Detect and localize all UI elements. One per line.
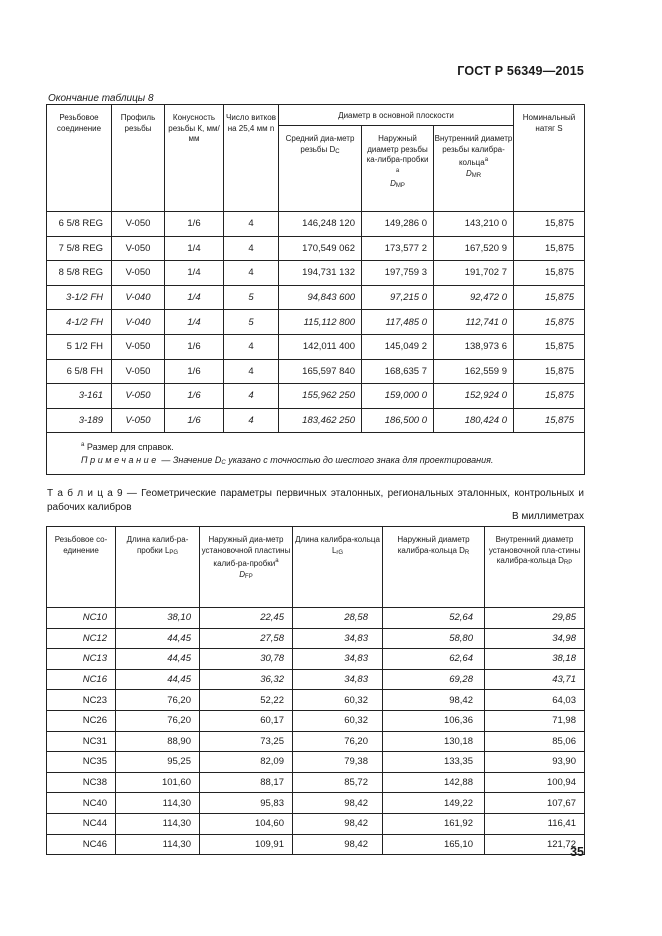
table-cell: 4: [224, 359, 279, 384]
table-cell: 44,45: [116, 669, 200, 690]
table-cell: 4: [224, 408, 279, 433]
header9-inner-plate-diameter: Внутренний диаметр установочной пла-стины калибра-кольца DRP: [485, 527, 585, 608]
table-cell: NC26: [47, 710, 116, 731]
table-cell: 3-189: [47, 408, 112, 433]
table-cell: NC46: [47, 834, 116, 855]
table-cell: 146,248 120: [279, 212, 362, 237]
table-cell: 76,20: [116, 690, 200, 711]
table-cell: 94,843 600: [279, 285, 362, 310]
table-cell: 22,45: [200, 608, 293, 629]
table-row: [47, 310, 585, 335]
table-cell: V-050: [112, 384, 165, 409]
table-cell: NC38: [47, 772, 116, 793]
table-cell: 1/4: [165, 261, 224, 286]
header9-connection: Резьбовое со-единение: [47, 527, 116, 608]
table-cell: NC16: [47, 669, 116, 690]
table-cell: 82,09: [200, 752, 293, 773]
table-row: [47, 408, 585, 433]
table-cell: 191,702 7: [434, 261, 514, 286]
table-cell: 114,30: [116, 793, 200, 814]
table-cell: 30,78: [200, 649, 293, 670]
table-cell: 36,32: [200, 669, 293, 690]
table-cell: 98,42: [293, 813, 383, 834]
table-cell: V-050: [112, 261, 165, 286]
table-cell: 15,875: [514, 334, 585, 359]
table-cell: NC23: [47, 690, 116, 711]
table-cell: 159,000 0: [362, 384, 434, 409]
table-row: [47, 628, 585, 649]
table-cell: 117,485 0: [362, 310, 434, 335]
table8-caption: Окончание таблицы 8: [48, 93, 154, 104]
table-cell: 1/6: [165, 408, 224, 433]
table-cell: 106,36: [383, 710, 485, 731]
table-cell: 85,06: [485, 731, 585, 752]
table-cell: 101,60: [116, 772, 200, 793]
header-taper: Конусность резьбы К, мм/мм: [165, 105, 224, 212]
table-cell: 98,42: [383, 690, 485, 711]
table-cell: 60,32: [293, 710, 383, 731]
table-cell: V-050: [112, 236, 165, 261]
table-row: [47, 285, 585, 310]
table-row: [47, 608, 585, 629]
table-cell: 4: [224, 334, 279, 359]
table-cell: 64,03: [485, 690, 585, 711]
footnote-a: $^a$ Размер для справок.: [81, 442, 174, 453]
table-cell: 15,875: [514, 408, 585, 433]
table-cell: 152,924 0: [434, 384, 514, 409]
table-cell: 165,597 840: [279, 359, 362, 384]
table-cell: 58,80: [383, 628, 485, 649]
table-cell: 1/4: [165, 236, 224, 261]
table-cell: 28,58: [293, 608, 383, 629]
table-cell: 155,962 250: [279, 384, 362, 409]
table-cell: 1/6: [165, 334, 224, 359]
table-cell: V-050: [112, 334, 165, 359]
table-cell: 180,424 0: [434, 408, 514, 433]
table-cell: 71,98: [485, 710, 585, 731]
table-cell: 149,286 0: [362, 212, 434, 237]
table-cell: 38,18: [485, 649, 585, 670]
table-cell: 143,210 0: [434, 212, 514, 237]
table-row: [47, 359, 585, 384]
table-cell: 92,472 0: [434, 285, 514, 310]
table-cell: NC35: [47, 752, 116, 773]
table-row: [47, 212, 585, 237]
table-cell: 1/6: [165, 359, 224, 384]
table-row: [47, 752, 585, 773]
table-cell: 161,92: [383, 813, 485, 834]
table-row: [47, 261, 585, 286]
table-8: [46, 104, 585, 475]
table-cell: 85,72: [293, 772, 383, 793]
table8-note: Примечание — Значение DC указано с точностью до шестого знака для проектирования.: [81, 455, 494, 467]
table-cell: 115,112 800: [279, 310, 362, 335]
table-row: [47, 334, 585, 359]
table-cell: 4: [224, 212, 279, 237]
table-cell: 95,83: [200, 793, 293, 814]
table-cell: 1/4: [165, 285, 224, 310]
table-cell: 15,875: [514, 285, 585, 310]
table-cell: 15,875: [514, 359, 585, 384]
table-cell: 116,41: [485, 813, 585, 834]
table-cell: 52,22: [200, 690, 293, 711]
table-row: [47, 813, 585, 834]
table-cell: 114,30: [116, 813, 200, 834]
table-cell: 38,10: [116, 608, 200, 629]
header-threads: Число витков на 25,4 мм n: [224, 105, 279, 212]
table-cell: 4: [224, 236, 279, 261]
table-cell: 60,17: [200, 710, 293, 731]
table-cell: 165,10: [383, 834, 485, 855]
table8-notes: [47, 433, 585, 475]
table-cell: 15,875: [514, 310, 585, 335]
table-cell: 73,25: [200, 731, 293, 752]
table-cell: 29,85: [485, 608, 585, 629]
table-cell: 112,741 0: [434, 310, 514, 335]
header-inner-diameter: Внутренний диаметр резьбы калибра-кольца$^a$ DMR: [434, 126, 514, 212]
table-cell: 8 5/8 REG: [47, 261, 112, 286]
table-cell: 6 5/8 REG: [47, 212, 112, 237]
table-cell: 4: [224, 384, 279, 409]
table-cell: 95,25: [116, 752, 200, 773]
table-cell: 1/6: [165, 384, 224, 409]
table-cell: 34,83: [293, 628, 383, 649]
table-cell: 62,64: [383, 649, 485, 670]
header9-ring-length: Длина калибра-кольца LrG: [293, 527, 383, 608]
table-cell: 133,35: [383, 752, 485, 773]
table-cell: 142,88: [383, 772, 485, 793]
table-cell: V-050: [112, 212, 165, 237]
header-nominal-interference: Номинальный натяг S: [514, 105, 585, 212]
table-cell: 1/6: [165, 212, 224, 237]
table-cell: 15,875: [514, 236, 585, 261]
table-row: [47, 649, 585, 670]
table-row: [47, 772, 585, 793]
table-cell: 5 1/2 FH: [47, 334, 112, 359]
table-cell: 15,875: [514, 212, 585, 237]
table-cell: 34,98: [485, 628, 585, 649]
table-row: [47, 384, 585, 409]
table-cell: V-050: [112, 408, 165, 433]
table-cell: 88,90: [116, 731, 200, 752]
table-cell: 98,42: [293, 834, 383, 855]
table-cell: NC44: [47, 813, 116, 834]
table9-units: В миллиметрах: [512, 511, 584, 522]
table-cell: 183,462 250: [279, 408, 362, 433]
table-row: [47, 669, 585, 690]
table-cell: 76,20: [293, 731, 383, 752]
table-cell: 167,520 9: [434, 236, 514, 261]
table-cell: 3-1/2 FH: [47, 285, 112, 310]
table-cell: V-040: [112, 285, 165, 310]
table-cell: 98,42: [293, 793, 383, 814]
table-cell: NC13: [47, 649, 116, 670]
table9-title: Т а б л и ц а 9 — Геометрические параметры первичных эталонных, региональных эталонных, контрольных и рабочих калибров: [47, 488, 584, 513]
table-cell: 162,559 9: [434, 359, 514, 384]
table-cell: 34,83: [293, 649, 383, 670]
table-cell: 104,60: [200, 813, 293, 834]
table-cell: 149,22: [383, 793, 485, 814]
table-cell: NC12: [47, 628, 116, 649]
table-row: [47, 834, 585, 855]
header-connection: Резьбовое соединение: [47, 105, 112, 212]
table-row: [47, 236, 585, 261]
table-cell: 114,30: [116, 834, 200, 855]
header-avg-diameter: Средний диа-метр резьбы DC: [279, 126, 362, 212]
header9-plate-diameter: Наружный диа-метр установочной пластины калиб-ра-пробки$^a$ DFP: [200, 527, 293, 608]
table-cell: 6 5/8 FH: [47, 359, 112, 384]
table-cell: 34,83: [293, 669, 383, 690]
table-cell: 3-161: [47, 384, 112, 409]
header-diameter-group: Диаметр в основной плоскости: [279, 105, 514, 126]
table-cell: NC40: [47, 793, 116, 814]
header-outer-diameter: Наружный диаметр резьбы ка-либра-пробки $^a$ DMP: [362, 126, 434, 212]
table-cell: 130,18: [383, 731, 485, 752]
table-cell: 44,45: [116, 649, 200, 670]
table-row: [47, 731, 585, 752]
page-number: 35: [570, 845, 584, 859]
header-profile: Профиль резьбы: [112, 105, 165, 212]
table-row: [47, 690, 585, 711]
table-cell: 109,91: [200, 834, 293, 855]
table-cell: 43,71: [485, 669, 585, 690]
table-cell: 44,45: [116, 628, 200, 649]
table-cell: 52,64: [383, 608, 485, 629]
table-cell: 60,32: [293, 690, 383, 711]
table-cell: 142,011 400: [279, 334, 362, 359]
table-row: [47, 793, 585, 814]
table-cell: V-050: [112, 359, 165, 384]
table-cell: 5: [224, 310, 279, 335]
table-cell: 79,38: [293, 752, 383, 773]
table-cell: 170,549 062: [279, 236, 362, 261]
table-cell: 97,215 0: [362, 285, 434, 310]
table-cell: 4: [224, 261, 279, 286]
table-cell: 173,577 2: [362, 236, 434, 261]
header9-ring-diameter: Наружный диаметр калибра-кольца DR: [383, 527, 485, 608]
header9-plug-length: Длина калиб-ра-пробки LPG: [116, 527, 200, 608]
table-cell: 88,17: [200, 772, 293, 793]
table-cell: V-040: [112, 310, 165, 335]
table-cell: 121,72: [485, 834, 585, 855]
table-cell: 27,58: [200, 628, 293, 649]
table-cell: 5: [224, 285, 279, 310]
table-cell: 76,20: [116, 710, 200, 731]
table-9: [46, 526, 585, 855]
table-cell: 93,90: [485, 752, 585, 773]
table-cell: 145,049 2: [362, 334, 434, 359]
table-cell: 1/4: [165, 310, 224, 335]
table-cell: 194,731 132: [279, 261, 362, 286]
table-cell: 15,875: [514, 261, 585, 286]
table-cell: 168,635 7: [362, 359, 434, 384]
table-cell: 186,500 0: [362, 408, 434, 433]
table-cell: 7 5/8 REG: [47, 236, 112, 261]
table-cell: 100,94: [485, 772, 585, 793]
table-cell: 69,28: [383, 669, 485, 690]
table-cell: 197,759 3: [362, 261, 434, 286]
table-row: [47, 710, 585, 731]
table-cell: 4-1/2 FH: [47, 310, 112, 335]
standard-designation: ГОСТ Р 56349—2015: [457, 64, 584, 78]
table-cell: NC31: [47, 731, 116, 752]
table-cell: 138,973 6: [434, 334, 514, 359]
table-cell: NC10: [47, 608, 116, 629]
table-cell: 107,67: [485, 793, 585, 814]
table-cell: 15,875: [514, 384, 585, 409]
